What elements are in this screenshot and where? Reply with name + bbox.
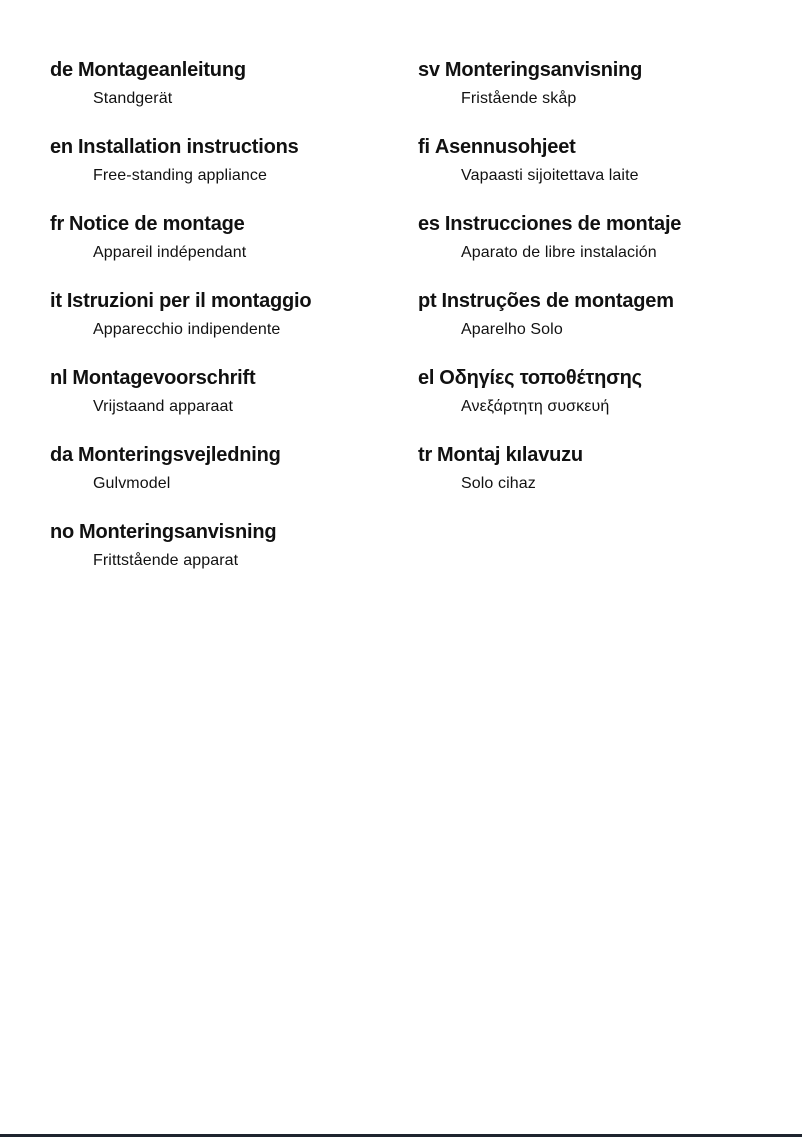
language-entry-de (50, 58, 418, 109)
entry-subtitle: Ανεξάρτητη συσκευή (461, 398, 610, 415)
language-entry-tr (418, 443, 802, 494)
language-entry-fr (50, 212, 418, 263)
entry-subtitle: Fristående skåp (461, 90, 577, 107)
entry-title (50, 443, 418, 467)
language-entry-el (418, 366, 802, 417)
language-code: fr (50, 213, 65, 235)
language-code: de (50, 59, 73, 81)
language-code: nl (50, 367, 68, 389)
entry-subtitle: Gulvmodel (93, 475, 171, 492)
language-column-right (418, 58, 802, 494)
language-code: pt (418, 290, 437, 312)
language-code: da (50, 444, 73, 466)
language-code: sv (418, 59, 440, 81)
entry-title (50, 366, 418, 390)
language-entry-no (50, 520, 418, 571)
language-code: tr (418, 444, 433, 466)
entry-title (418, 289, 802, 313)
language-entry-sv (418, 58, 802, 109)
entry-title-text: Οδηγίες τοποθέτησης (439, 367, 642, 389)
entry-title-text: Monteringsvejledning (77, 444, 281, 466)
language-entry-pt (418, 289, 802, 340)
entry-subtitle: Solo cihaz (461, 475, 536, 492)
language-entry-en (50, 135, 418, 186)
language-code: fi (418, 136, 430, 158)
entry-title (50, 58, 418, 82)
entry-subtitle: Aparato de libre instalación (461, 244, 657, 261)
bottom-rule (0, 1134, 802, 1137)
language-entry-nl (50, 366, 418, 417)
entry-title (50, 212, 418, 236)
entry-subtitle: Vrijstaand apparaat (93, 398, 234, 415)
entry-title (418, 212, 802, 236)
entry-title (50, 135, 418, 159)
language-columns (50, 58, 802, 571)
entry-subtitle: Aparelho Solo (461, 321, 563, 338)
language-code: el (418, 367, 435, 389)
entry-title (50, 289, 418, 313)
entry-subtitle: Apparecchio indipendente (93, 321, 281, 338)
language-code: it (50, 290, 62, 312)
language-code: es (418, 213, 440, 235)
entry-subtitle: Appareil indépendant (93, 244, 247, 261)
entry-subtitle: Frittstående apparat (93, 552, 239, 569)
language-entry-it (50, 289, 418, 340)
entry-title (418, 443, 802, 467)
entry-title-text: Instrucciones de montaje (444, 213, 682, 235)
entry-title-text: Montageanleitung (77, 59, 246, 81)
entry-title (418, 366, 802, 390)
language-entry-da (50, 443, 418, 494)
entry-title-text: Asennusohjeet (434, 136, 576, 158)
language-code: no (50, 521, 75, 543)
entry-title-text: Monteringsanvisning (444, 59, 643, 81)
entry-title-text: Montagevoorschrift (72, 367, 256, 389)
language-entry-fi (418, 135, 802, 186)
language-column-left (50, 58, 418, 571)
entry-title (418, 135, 802, 159)
entry-title-text: Monteringsanvisning (79, 521, 277, 543)
entry-subtitle: Vapaasti sijoitettava laite (461, 167, 639, 184)
entry-subtitle: Free-standing appliance (93, 167, 267, 184)
entry-title-text: Installation instructions (77, 136, 299, 158)
entry-title-text: Montaj kılavuzu (437, 444, 583, 466)
entry-title (50, 520, 418, 544)
language-code: en (50, 136, 73, 158)
entry-title-text: Istruzioni per il montaggio (66, 290, 312, 312)
entry-subtitle: Standgerät (93, 90, 173, 107)
entry-title-text: Notice de montage (69, 213, 245, 235)
entry-title-text: Instruções de montagem (441, 290, 674, 312)
entry-title (418, 58, 802, 82)
language-entry-es (418, 212, 802, 263)
